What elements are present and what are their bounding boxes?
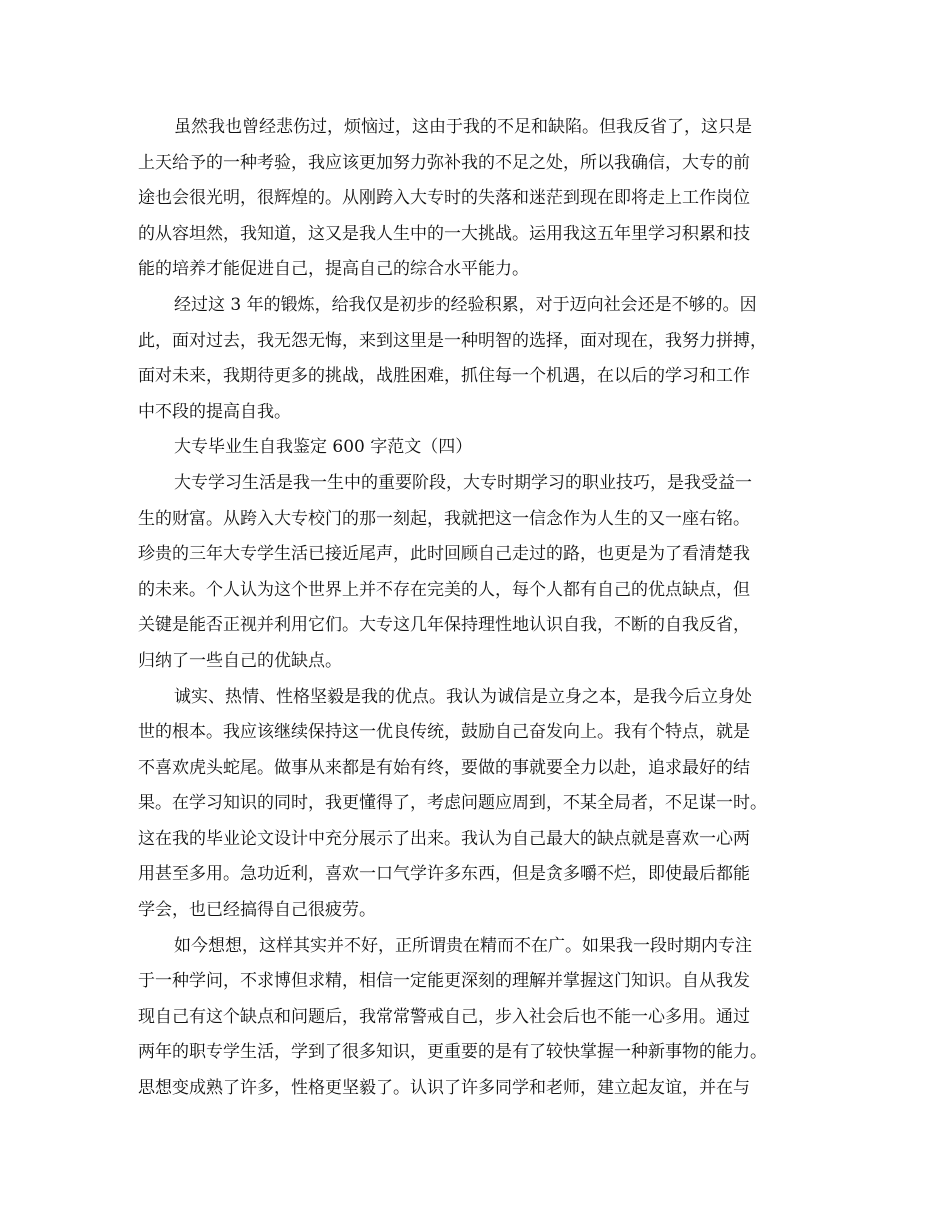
text-line: 大专学习生活是我一生中的重要阶段，大专时期学习的职业技巧，是我受益一 [174, 472, 752, 493]
text-line: 虽然我也曾经悲伤过，烦恼过，这由于我的不足和缺陷。但我反省了，这只是 [174, 117, 752, 137]
text-line: 两年的职专学生活，学到了很多知识，更重要的是有了较快掌握一种新事物的能力。 [138, 1042, 767, 1063]
text-line: 关键是能否正视并利用它们。大专这几年保持理性地认识自我，不断的自我反省， [138, 615, 750, 636]
text-line: 这在我的毕业论文设计中充分展示了出来。我认为自己最大的缺点就是喜欢一心两 [138, 828, 750, 849]
text-line: 如今想想，这样其实并不好，正所谓贵在精而不在广。如果我一段时期内专注 [174, 935, 752, 956]
text-line: 此，面对过去，我无怨无悔，来到这里是一种明智的选择，面对现在，我努力拼搏， [138, 330, 767, 351]
text-line: 用甚至多用。急功近利，喜欢一口气学许多东西，但是贪多嚼不烂，即使最后都能 [138, 864, 750, 885]
text-line: 面对未来，我期待更多的挑战，战胜困难，抓住每一个机遇，在以后的学习和工作 [138, 366, 750, 387]
text-line: 学会，也已经搞得自己很疲劳。 [138, 900, 376, 921]
text-line: 思想变成熟了许多，性格更坚毅了。认识了许多同学和老师，建立起友谊，并在与 [138, 1078, 750, 1099]
text-line: 途也会很光明，很辉煌的。从刚跨入大专时的失落和迷茫到现在即将走上工作岗位 [138, 188, 750, 209]
text-line: 不喜欢虎头蛇尾。做事从来都是有始有终，要做的事就要全力以赴，追求最好的结 [138, 757, 750, 778]
text-line: 归纳了一些自己的优缺点。 [138, 650, 342, 671]
document-body [138, 110, 818, 1107]
text-line: 上天给予的一种考验，我应该更加努力弥补我的不足之处，所以我确信，大专的前 [138, 152, 750, 173]
text-line: 中不段的提高自我。 [138, 401, 291, 422]
text-line: 世的根本。我应该继续保持这一优良传统，鼓励自己奋发向上。我有个特点，就是 [138, 722, 750, 743]
text-line: 经过这 3 年的锻炼，给我仅是初步的经验积累，对于迈向社会还是不够的。因 [174, 294, 757, 315]
text-line: 的未来。个人认为这个世界上并不存在完美的人，每个人都有自己的优点缺点，但 [138, 579, 750, 600]
text-line: 能的培养才能促进自己，提高自己的综合水平能力。 [138, 259, 529, 280]
section-heading: 大专毕业生自我鉴定 600 字范文（四） [174, 437, 473, 458]
text-line: 于一种学问，不求博但求精，相信一定能更深刻的理解并掌握这门知识。自从我发 [138, 971, 750, 992]
text-line: 果。在学习知识的同时，我更懂得了，考虑问题应周到，不某全局者，不足谋一时。 [138, 793, 767, 814]
text-line: 生的财富。从跨入大专校门的那一刻起，我就把这一信念作为人生的又一座右铭。 [138, 508, 750, 529]
text-line: 珍贵的三年大专学生活已接近尾声，此时回顾自己走过的路，也更是为了看清楚我 [138, 544, 750, 565]
text-line: 诚实、热情、性格坚毅是我的优点。我认为诚信是立身之本，是我今后立身处 [174, 686, 752, 707]
text-line: 的从容坦然，我知道，这又是我人生中的一大挑战。运用我这五年里学习积累和技 [138, 223, 750, 244]
text-line: 现自己有这个缺点和问题后，我常常警戒自己，步入社会后也不能一心多用。通过 [138, 1006, 750, 1027]
